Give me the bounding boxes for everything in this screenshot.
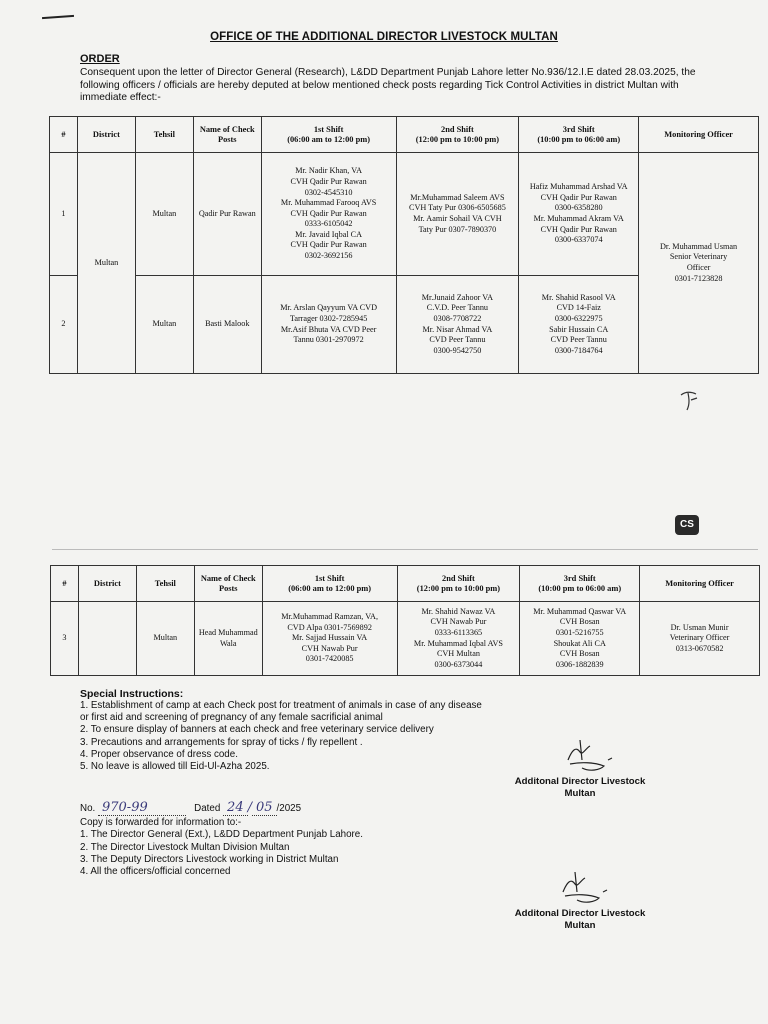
col-district: District xyxy=(78,566,136,602)
district-cell xyxy=(78,602,136,676)
col-shift2: 2nd Shift (12:00 pm to 10:00 pm) xyxy=(396,117,519,153)
ref-no-value: 970-99 xyxy=(98,800,186,816)
district-cell: Multan xyxy=(77,153,135,374)
ref-no-label: No. xyxy=(80,803,96,814)
signature-1 xyxy=(560,738,630,776)
reference-line: No. 970-99 Dated 24 / 05 /2025 xyxy=(80,800,302,815)
col-monitoring: Monitoring Officer xyxy=(639,117,759,153)
signature-2 xyxy=(555,870,625,908)
text-line: Mr.Muhammad Ramzan, VA, xyxy=(281,612,379,622)
text-line: 0301-7420085 xyxy=(305,654,354,664)
tehsil-cell: Multan xyxy=(135,153,193,276)
text-line: 0306-1882839 xyxy=(555,659,604,669)
shift1-cell xyxy=(261,276,396,374)
text-line: CVD Peer Tannu xyxy=(429,335,486,345)
date-month: 05 xyxy=(252,800,277,816)
col-shift1: 1st Shift (06:00 am to 12:00 pm) xyxy=(261,117,396,153)
pen-mark xyxy=(42,15,74,19)
text-line: Mr.Muhammad Saleem AVS xyxy=(410,192,505,202)
text-line: Dr. Muhammad Usman xyxy=(660,241,738,251)
col-check-post: Name of Check Posts xyxy=(194,566,262,602)
text-line: 0300-7184764 xyxy=(554,345,603,355)
text-line: CVH Qadir Pur Rawan xyxy=(290,240,367,250)
shift2-cell xyxy=(397,602,520,676)
text-line: 0302-3692156 xyxy=(304,251,353,261)
shift3-cell xyxy=(519,276,639,374)
text-line: Mr. Nisar Ahmad VA xyxy=(422,324,493,334)
tehsil-cell: Multan xyxy=(135,276,193,374)
text-line: C.V.D. Peer Tannu xyxy=(426,303,489,313)
text-line: Veterinary Officer xyxy=(669,633,730,643)
text-line: Senior Veterinary xyxy=(669,252,728,262)
text-line: CVH Nawab Pur xyxy=(430,617,487,627)
text-line: CVD 14-Faiz xyxy=(556,303,601,313)
text-line: Tarrager 0302-7285945 xyxy=(289,313,368,323)
text-line: Mr. Muhammad Farooq AVS xyxy=(280,198,377,208)
text-line: CVH Qadir Pur Rawan xyxy=(290,208,367,218)
text-line: Mr. Shahid Nawaz VA xyxy=(421,606,496,616)
text-line: 0313-0670582 xyxy=(675,643,724,653)
col-tehsil: Tehsil xyxy=(136,566,194,602)
text-line: 0333-6113365 xyxy=(434,627,483,637)
text-line: CVH Multan xyxy=(436,649,480,659)
text-line: 0300-9542750 xyxy=(433,345,482,355)
tehsil-cell: Multan xyxy=(136,602,194,676)
col-tehsil: Tehsil xyxy=(135,117,193,153)
text-line: Shoukat Ali CA xyxy=(553,638,606,648)
text-line: 3. Precautions and arrangements for spray of ticks / fly repellent . xyxy=(80,736,363,748)
row-number: 2 xyxy=(50,276,78,374)
text-line: CVH Qadir Pur Rawan xyxy=(540,224,617,234)
special-instructions-heading: Special Instructions: xyxy=(80,688,184,700)
text-line: 0333-6105042 xyxy=(304,219,353,229)
text-line: Mr.Asif Bhuta VA CVD Peer xyxy=(280,324,377,334)
text-line: CVH Bosan xyxy=(559,617,600,627)
text-line: 4. Proper observance of dress code. xyxy=(80,748,238,760)
text-line: Wala xyxy=(219,638,237,648)
signatory-title-2: Additonal Director Livestock Multan xyxy=(514,908,646,931)
text-line: 0300-6358280 xyxy=(554,203,603,213)
monitoring-officer-cell xyxy=(639,153,759,374)
check-post-cell: Basti Malook xyxy=(193,276,261,374)
text-line: CVH Qadir Pur Rawan xyxy=(540,192,617,202)
text-line: 1. Establishment of camp at each Check post for treatment of animals in case of any disease xyxy=(80,700,482,711)
dated-label: Dated xyxy=(194,803,221,814)
text-line: Taty Pur 0307-7890370 xyxy=(418,224,497,234)
deputation-table-2 xyxy=(50,565,760,676)
check-post-cell: Qadir Pur Rawan xyxy=(193,153,261,276)
monitoring-officer-cell xyxy=(640,602,760,676)
text-line: Mr. Nadir Khan, VA xyxy=(295,166,362,176)
text-line: 2. To ensure display of banners at each check and free veterinary service delivery xyxy=(80,724,434,736)
text-line: 1. The Director General (Ext.), L&DD Department Punjab Lahore. xyxy=(80,829,363,841)
text-line: Mr.Junaid Zahoor VA xyxy=(421,292,494,302)
text-line: Hafiz Muhammad Arshad VA xyxy=(529,182,628,192)
text-line: 0302-4545310 xyxy=(304,187,353,197)
text-line: Mr. Javaid Iqbal CA xyxy=(295,229,363,239)
text-line: Officer xyxy=(686,263,711,272)
table-row xyxy=(51,602,760,676)
text-line: 0300-6373044 xyxy=(434,659,483,669)
shift1-cell xyxy=(261,153,396,276)
text-line: Head Muhammad xyxy=(198,627,258,637)
col-shift3: 3rd Shift (10:00 pm to 06:00 am) xyxy=(519,117,639,153)
special-instructions-list xyxy=(80,700,520,773)
text-line: 0300-6322975 xyxy=(554,313,603,323)
text-line: CVH Bosan xyxy=(559,649,600,659)
text-line: CVD Alpa 0301-7569892 xyxy=(287,622,372,632)
signatory-title-1: Additonal Director Livestock Multan xyxy=(514,776,646,799)
shift1-cell xyxy=(262,602,397,676)
text-line: 4. All the officers/official concerned xyxy=(80,866,231,878)
text-line: Mr. Arslan Qayyum VA CVD xyxy=(280,303,378,313)
text-line: CVH Qadir Pur Rawan xyxy=(290,176,367,186)
shift3-cell xyxy=(519,153,639,276)
text-line: 0300-6337074 xyxy=(554,235,603,245)
text-line: Tannu 0301-2970972 xyxy=(293,335,364,345)
check-post-cell xyxy=(194,602,262,676)
text-line: 2. The Director Livestock Multan Division Multan xyxy=(80,841,290,853)
text-line: CVH Nawab Pur xyxy=(301,643,358,653)
text-line: or first aid and screening of pregnancy of any female sacrificial animal xyxy=(80,712,383,724)
col-number: # xyxy=(50,117,78,153)
col-shift2: 2nd Shift (12:00 pm to 10:00 pm) xyxy=(397,566,520,602)
col-monitoring: Monitoring Officer xyxy=(640,566,760,602)
shift3-cell xyxy=(520,602,640,676)
order-intro: Consequent upon the letter of Director General (Research), L&DD Department Punjab Lahore letter No.936/12.I.E dated 28.03.2025, the following officers / officials are hereby deputed at below mentioned check posts regarding Tick Control Activities in district Multan with immediate effect:- xyxy=(80,67,696,103)
office-title: OFFICE OF THE ADDITIONAL DIRECTOR LIVESTOCK MULTAN xyxy=(210,31,558,43)
text-line: CVH Taty Pur 0306-6505685 xyxy=(408,203,506,213)
text-line: Mr. Aamir Sohail VA CVH xyxy=(413,214,502,223)
col-shift3: 3rd Shift (10:00 pm to 06:00 am) xyxy=(520,566,640,602)
col-district: District xyxy=(77,117,135,153)
text-line: Mr. Muhammad Akram VA xyxy=(533,214,624,223)
order-heading: ORDER xyxy=(80,53,120,65)
text-line: Mr. Muhammad Qaswar VA xyxy=(533,606,627,616)
col-number: # xyxy=(51,566,79,602)
text-line: 5. No leave is allowed till Eid-Ul-Azha 2025. xyxy=(80,761,270,773)
text-line: 0301-7123828 xyxy=(674,273,723,283)
text-line: Mr. Sajjad Hussain VA xyxy=(292,633,368,643)
text-line: Mr. Muhammad Iqbal AVS xyxy=(413,638,503,648)
text-line: 0308-7708722 xyxy=(433,313,482,323)
col-shift1: 1st Shift (06:00 am to 12:00 pm) xyxy=(262,566,397,602)
text-line: 0301-5216755 xyxy=(555,627,604,637)
shift2-cell xyxy=(396,153,519,276)
initial-mark xyxy=(678,388,700,414)
row-number: 1 xyxy=(50,153,78,276)
text-line: Sabir Hussain CA xyxy=(549,324,609,334)
deputation-table-1 xyxy=(49,116,759,374)
text-line: Copy is forwarded for information to:- xyxy=(80,817,242,828)
date-year: /2025 xyxy=(276,803,302,814)
camscanner-badge: CS xyxy=(675,515,699,535)
row-number: 3 xyxy=(51,602,79,676)
shift2-cell xyxy=(396,276,519,374)
text-line: Dr. Usman Munir xyxy=(670,622,729,632)
col-check-post: Name of Check Posts xyxy=(193,117,261,153)
text-line: 3. The Deputy Directors Livestock working in District Multan xyxy=(80,853,339,865)
table-row xyxy=(50,153,759,276)
page-fold-line xyxy=(52,549,758,550)
text-line: Mr. Shahid Rasool VA xyxy=(541,292,616,302)
text-line: CVD Peer Tannu xyxy=(550,335,607,345)
copy-forwarded-list xyxy=(80,817,460,878)
date-day: 24 xyxy=(223,800,248,816)
